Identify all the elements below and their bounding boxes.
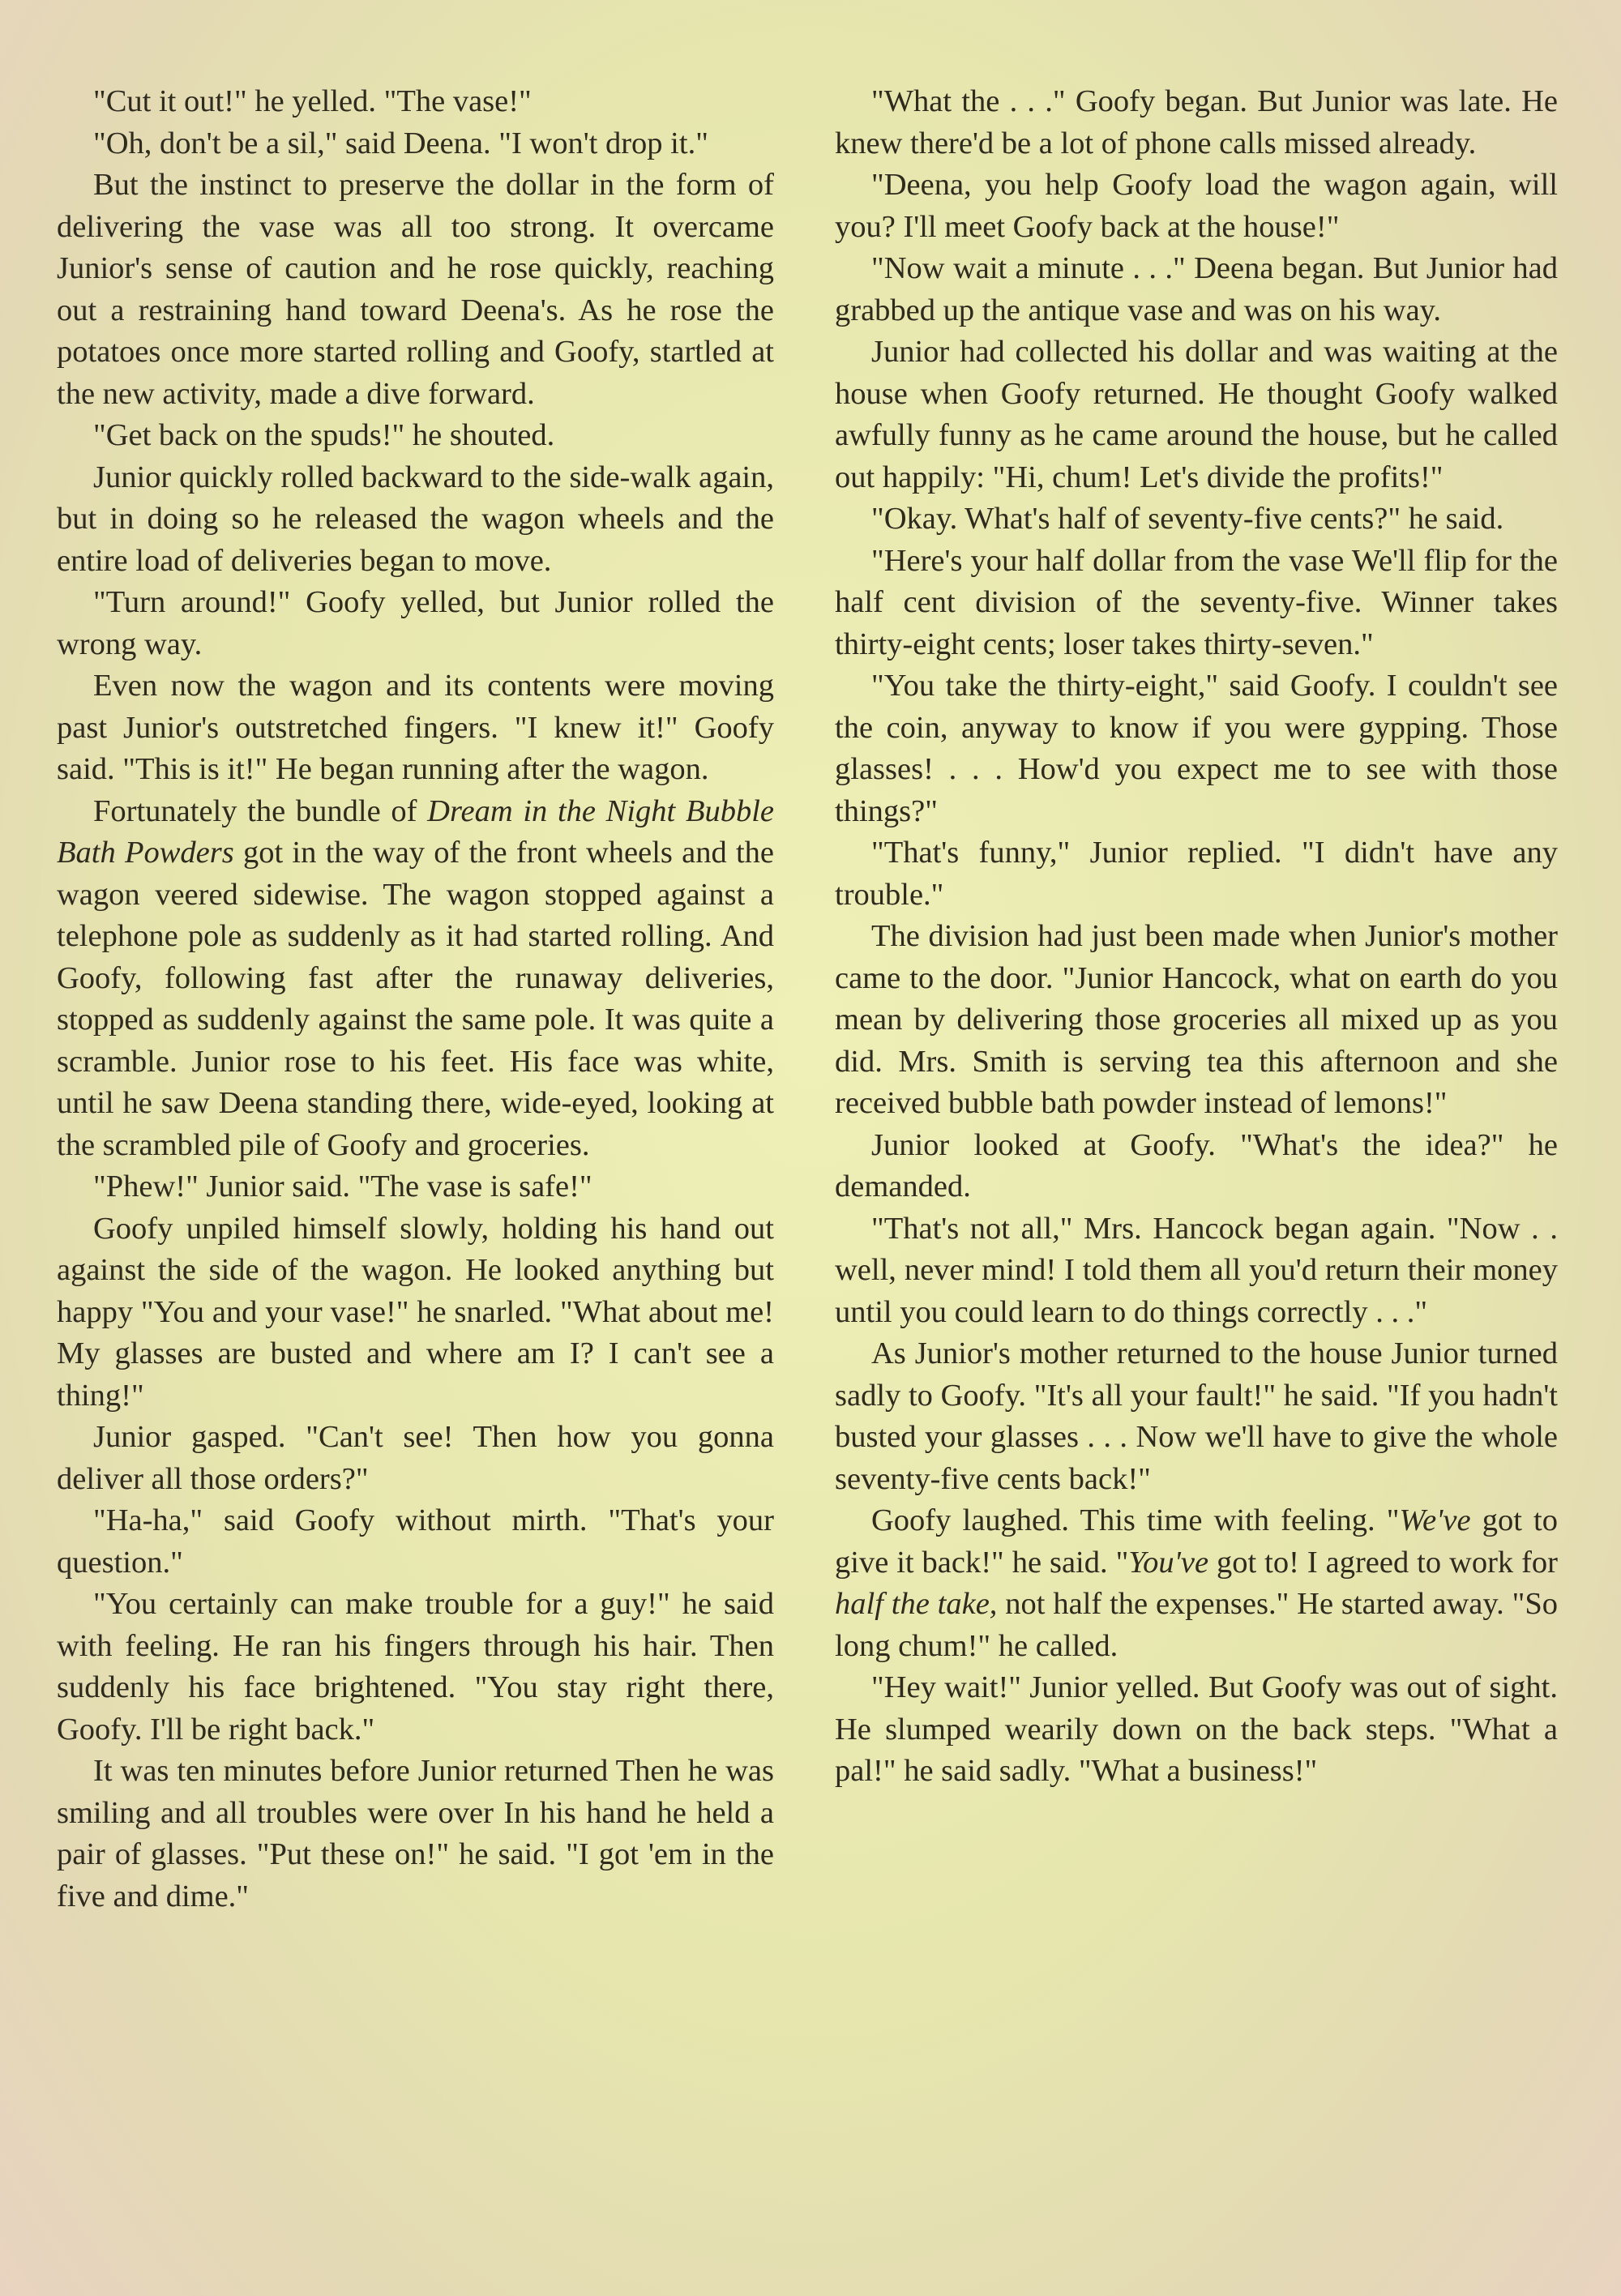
paragraph-with-title [57,791,774,1167]
text-run: got to! I agreed to work for [1208,1545,1558,1580]
paragraph: "Here's your half dollar from the vase We'll flip for the half cent division of the seventy-five. Winner takes thirty-eight cents; loser takes thirty-seven." [835,543,1558,661]
product-title: Dream in the Night Bubble Bath Powders [57,793,774,870]
emphasis: half the take, [835,1587,998,1621]
paragraph: But the instinct to preserve the dollar in the form of delivering the vase was all too strong. It overcame Junior's sense of caution and he rose quickly, reaching out a restraining hand toward Deena's. As he rose the potatoes once more started rolling and Goofy, startled at the new activity, made a dive forward. [57,168,774,411]
paragraph: "That's not all," Mrs. Hancock began again. "Now . . well, never mind! I told them all you'd return their money until you could learn to do things correctly . . ." [835,1211,1558,1329]
paragraph: Junior had collected his dollar and was waiting at the house when Goofy returned. He thought Goofy walked awfully funny as he came around the house, but he called out happily: "Hi, chum! Let's divide the profits!" [835,335,1558,494]
paragraph: Junior gasped. "Can't see! Then how you gonna deliver all those orders?" [57,1420,774,1496]
paragraph: "Turn around!" Goofy yelled, but Junior rolled the wrong way. [57,585,774,661]
paragraph: Goofy unpiled himself slowly, holding his hand out against the side of the wagon. He looked anything but happy "You and your vase!" he snarled. "What about me! My glasses are busted and where am I? I can't see a thing!" [57,1211,774,1413]
paragraph: "Hey wait!" Junior yelled. But Goofy was out of sight. He slumped wearily down on the back steps. "What a pal!" he said sadly. "What a business!" [835,1670,1558,1788]
paragraph: "Phew!" Junior said. "The vase is safe!" [93,1169,592,1204]
paragraph: "Okay. What's half of seventy-five cents?" he said. [871,502,1504,536]
paragraph: Junior looked at Goofy. "What's the idea?" he demanded. [835,1127,1558,1204]
paragraph: "You take the thirty-eight," said Goofy. I couldn't see the coin, anyway to know if you were gypping. Those glasses! . . . How'd you expect me to see with those things?" [835,669,1558,828]
paragraph: As Junior's mother returned to the house Junior turned sadly to Goofy. "It's all your fault!" he said. "If you hadn't busted your glasses . . . Now we'll have to give the whole seventy-five cents back!" [835,1336,1558,1496]
emphasis: You've [1128,1545,1209,1580]
left-column [57,81,774,1918]
paragraph: It was ten minutes before Junior returned Then he was smiling and all troubles were over In his hand he held a pair of glasses. "Put these on!" he said. "I got 'em in the five and dime." [57,1754,774,1913]
paragraph: The division had just been made when Junior's mother came to the door. "Junior Hancock, what on earth do you mean by delivering those groceries all mixed up as you did. Mrs. Smith is serving tea this afternoon and she received bubble bath powder instead of lemons!" [835,919,1558,1120]
right-column [835,81,1558,1793]
text-run: Fortunately the bundle of [93,793,428,828]
paragraph-with-emphasis [835,1500,1558,1667]
paragraph: "Oh, don't be a sil," said Deena. "I won't drop it." [93,126,708,160]
text-run: not half the expenses." He started away. "So long chum!" he called. [835,1587,1559,1663]
paragraph: Even now the wagon and its contents were moving past Junior's outstretched fingers. "I knew it!" Goofy said. "This is it!" He began running after the wagon. [57,669,774,786]
paragraph: "Get back on the spuds!" he shouted. [93,418,555,452]
text-run: got to give it back!" he said. " [835,1503,1558,1580]
paragraph: "Now wait a minute . . ." Deena began. But Junior had grabbed up the antique vase and was on his way. [835,251,1558,327]
paragraph: "Deena, you help Goofy load the wagon again, will you? I'll meet Goofy back at the house!" [835,168,1558,244]
text-run: Goofy laughed. This time with feeling. " [871,1503,1400,1537]
text-run: got in the way of the front wheels and the wagon veered sidewise. The wagon stopped against a telephone pole as suddenly as it had started rolling. And Goofy, following fast after the runaway deliveries, stopped as suddenly against the same pole. It was quite a scramble. Junior rose to his feet. His face was white, until he saw Deena standing there, wide-eyed, looking at the scrambled pile of Goofy and groceries. [57,836,774,1162]
paragraph: Junior quickly rolled backward to the side-walk again, but in doing so he released the wagon wheels and the entire load of deliveries began to move. [57,460,774,578]
paragraph: "Cut it out!" he yelled. "The vase!" [93,84,532,118]
paragraph: "What the . . ." Goofy began. But Junior was late. He knew there'd be a lot of phone calls missed already. [835,84,1558,160]
paragraph: "You certainly can make trouble for a guy!" he said with feeling. He ran his fingers through his hair. Then suddenly his face brightened. "You stay right there, Goofy. I'll be right back." [57,1587,774,1747]
paragraph: "Ha-ha," said Goofy without mirth. "That's your question." [57,1503,774,1580]
paragraph: "That's funny," Junior replied. "I didn't have any trouble." [835,836,1558,912]
emphasis: We've [1399,1503,1471,1537]
